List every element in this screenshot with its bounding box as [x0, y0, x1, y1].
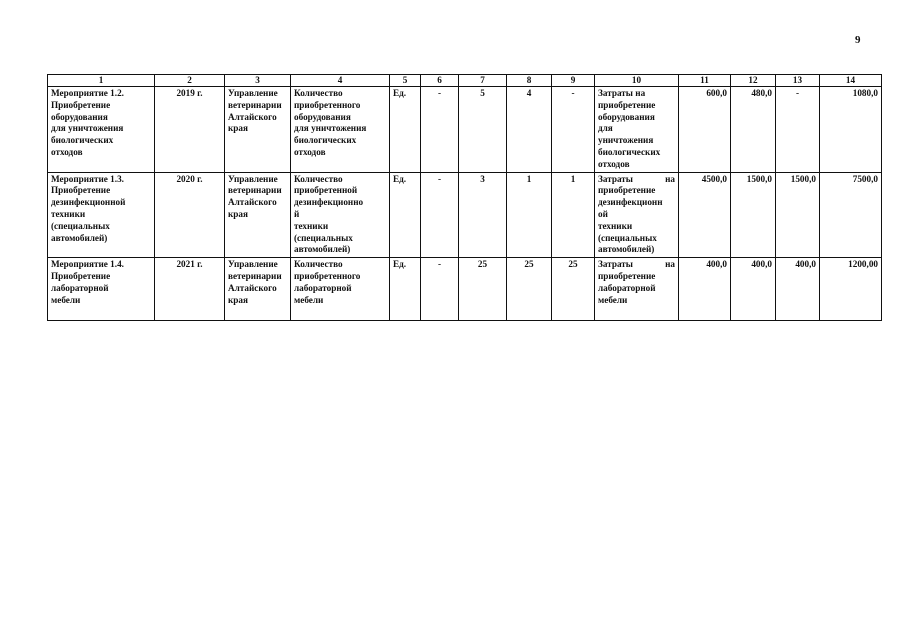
- value-cell-7: 3: [459, 172, 507, 258]
- cell-line: автомобилей): [294, 244, 351, 255]
- program-events-table: [47, 74, 882, 321]
- indicator-cell: [291, 87, 390, 173]
- value-cell-11: 600,0: [679, 87, 731, 173]
- cell-line: отходов: [294, 146, 326, 157]
- cell-line: оборудования: [598, 111, 655, 122]
- value-cell-13: 1500,0: [776, 172, 820, 258]
- cell-line: техники: [51, 208, 86, 219]
- cell-line: для уничтожения: [294, 123, 367, 134]
- cell-line: Количество: [294, 173, 343, 184]
- cell-line: автомобилей): [598, 244, 655, 255]
- cell-line: Мероприятие 1.2.: [51, 88, 124, 98]
- cell-line: оборудования: [294, 111, 351, 122]
- year-cell: 2021 г.: [155, 258, 225, 321]
- cell-line: [598, 174, 675, 186]
- cell-line: дезинфекционной: [51, 197, 126, 208]
- cell-line: [598, 259, 675, 271]
- executor-cell: [225, 172, 291, 258]
- cell-line: Приобретение: [51, 270, 111, 281]
- cell-line: Алтайского: [228, 282, 277, 293]
- cell-line: Управление: [228, 259, 278, 270]
- cell-line: приобретенного: [294, 99, 361, 110]
- cell-line: Мероприятие 1.3.: [51, 173, 124, 184]
- value-cell-6: -: [421, 172, 459, 258]
- column-header: 13: [776, 75, 820, 87]
- cell-word: Затраты: [598, 259, 633, 270]
- cell-line: мебели: [51, 294, 81, 305]
- value-cell-14: 1080,0: [820, 87, 882, 173]
- column-header: 2: [155, 75, 225, 87]
- year-cell: 2019 г.: [155, 87, 225, 173]
- cell-line: й: [294, 208, 300, 219]
- value-cell-9: 25: [552, 258, 595, 321]
- page-number: 9: [855, 34, 861, 46]
- value-cell-11: 4500,0: [679, 172, 731, 258]
- cell-word: на: [665, 259, 675, 270]
- column-header: 10: [595, 75, 679, 87]
- value-cell-6: -: [421, 87, 459, 173]
- value-cell-7: 5: [459, 87, 507, 173]
- column-header: 14: [820, 75, 882, 87]
- cell-line: приобретенного: [294, 270, 361, 281]
- cell-line: края: [228, 294, 248, 305]
- cell-line: лабораторной: [294, 282, 352, 293]
- cell-line: лабораторной: [51, 282, 109, 293]
- value-cell-13: 400,0: [776, 258, 820, 321]
- executor-cell: [225, 87, 291, 173]
- value-cell-11: 400,0: [679, 258, 731, 321]
- cell-line: техники: [598, 220, 633, 231]
- unit-cell: Ед.: [390, 87, 421, 173]
- cell-line: отходов: [51, 146, 83, 157]
- cell-line: (специальных: [598, 232, 657, 243]
- value-cell-7: 25: [459, 258, 507, 321]
- cell-line: техники: [294, 220, 329, 231]
- costs-cell: [595, 258, 679, 321]
- column-header: 11: [679, 75, 731, 87]
- cell-line: Управление: [228, 173, 278, 184]
- value-cell-14: 7500,0: [820, 172, 882, 258]
- value-cell-8: 4: [507, 87, 552, 173]
- event-cell: [48, 258, 155, 321]
- cell-line: отходов: [598, 158, 630, 169]
- cell-line: дезинфекционно: [294, 197, 364, 208]
- cell-line: уничтожения: [598, 135, 654, 146]
- value-cell-8: 25: [507, 258, 552, 321]
- cell-line: приобретение: [598, 270, 656, 281]
- indicator-cell: [291, 258, 390, 321]
- year-cell: 2020 г.: [155, 172, 225, 258]
- table-row: [48, 258, 882, 321]
- cell-line: дезинфекционн: [598, 197, 663, 208]
- executor-cell: [225, 258, 291, 321]
- column-header: 12: [731, 75, 776, 87]
- cell-line: биологических: [294, 135, 357, 146]
- value-cell-9: -: [552, 87, 595, 173]
- cell-line: приобретение: [598, 185, 656, 196]
- event-cell: [48, 87, 155, 173]
- value-cell-6: -: [421, 258, 459, 321]
- cell-line: автомобилей): [51, 232, 108, 243]
- column-header: 1: [48, 75, 155, 87]
- cell-line: ой: [598, 208, 608, 219]
- cell-line: Алтайского: [228, 197, 277, 208]
- cell-line: Мероприятие 1.4.: [51, 259, 124, 270]
- column-header: 9: [552, 75, 595, 87]
- cell-line: оборудования: [51, 111, 108, 122]
- column-header: 4: [291, 75, 390, 87]
- unit-cell: Ед.: [390, 258, 421, 321]
- cell-line: для: [598, 123, 613, 134]
- cell-word: Затраты: [598, 173, 633, 184]
- value-cell-12: 400,0: [731, 258, 776, 321]
- cell-line: края: [228, 208, 248, 219]
- cell-line: биологических: [598, 146, 661, 157]
- table-row: [48, 172, 882, 258]
- unit-cell: Ед.: [390, 172, 421, 258]
- cell-line: Алтайского: [228, 111, 277, 122]
- cell-line: (специальных: [294, 232, 353, 243]
- cell-line: лабораторной: [598, 282, 656, 293]
- column-header: 8: [507, 75, 552, 87]
- cell-word: на: [665, 173, 675, 184]
- costs-cell: [595, 87, 679, 173]
- value-cell-8: 1: [507, 172, 552, 258]
- cell-line: ветеринарии: [228, 185, 282, 196]
- cell-line: Затраты на: [598, 88, 646, 98]
- cell-line: Количество: [294, 259, 343, 270]
- column-header: 6: [421, 75, 459, 87]
- cell-line: (специальных: [51, 220, 110, 231]
- value-cell-12: 1500,0: [731, 172, 776, 258]
- cell-line: ветеринарии: [228, 270, 282, 281]
- cell-line: ветеринарии: [228, 99, 282, 110]
- column-number-row: [48, 75, 882, 87]
- column-header: 3: [225, 75, 291, 87]
- costs-cell: [595, 172, 679, 258]
- cell-line: Приобретение: [51, 99, 111, 110]
- event-cell: [48, 172, 155, 258]
- cell-line: биологических: [51, 135, 114, 146]
- cell-line: для уничтожения: [51, 123, 124, 134]
- cell-line: Количество: [294, 88, 343, 98]
- indicator-cell: [291, 172, 390, 258]
- cell-line: мебели: [598, 294, 628, 305]
- cell-line: края: [228, 123, 248, 134]
- cell-line: Управление: [228, 88, 278, 98]
- column-header: 7: [459, 75, 507, 87]
- cell-line: приобретение: [598, 99, 656, 110]
- column-header: 5: [390, 75, 421, 87]
- table-row: [48, 87, 882, 173]
- cell-line: мебели: [294, 294, 324, 305]
- cell-line: приобретенной: [294, 185, 358, 196]
- value-cell-9: 1: [552, 172, 595, 258]
- value-cell-12: 480,0: [731, 87, 776, 173]
- value-cell-13: -: [776, 87, 820, 173]
- value-cell-14: 1200,00: [820, 258, 882, 321]
- cell-line: Приобретение: [51, 185, 111, 196]
